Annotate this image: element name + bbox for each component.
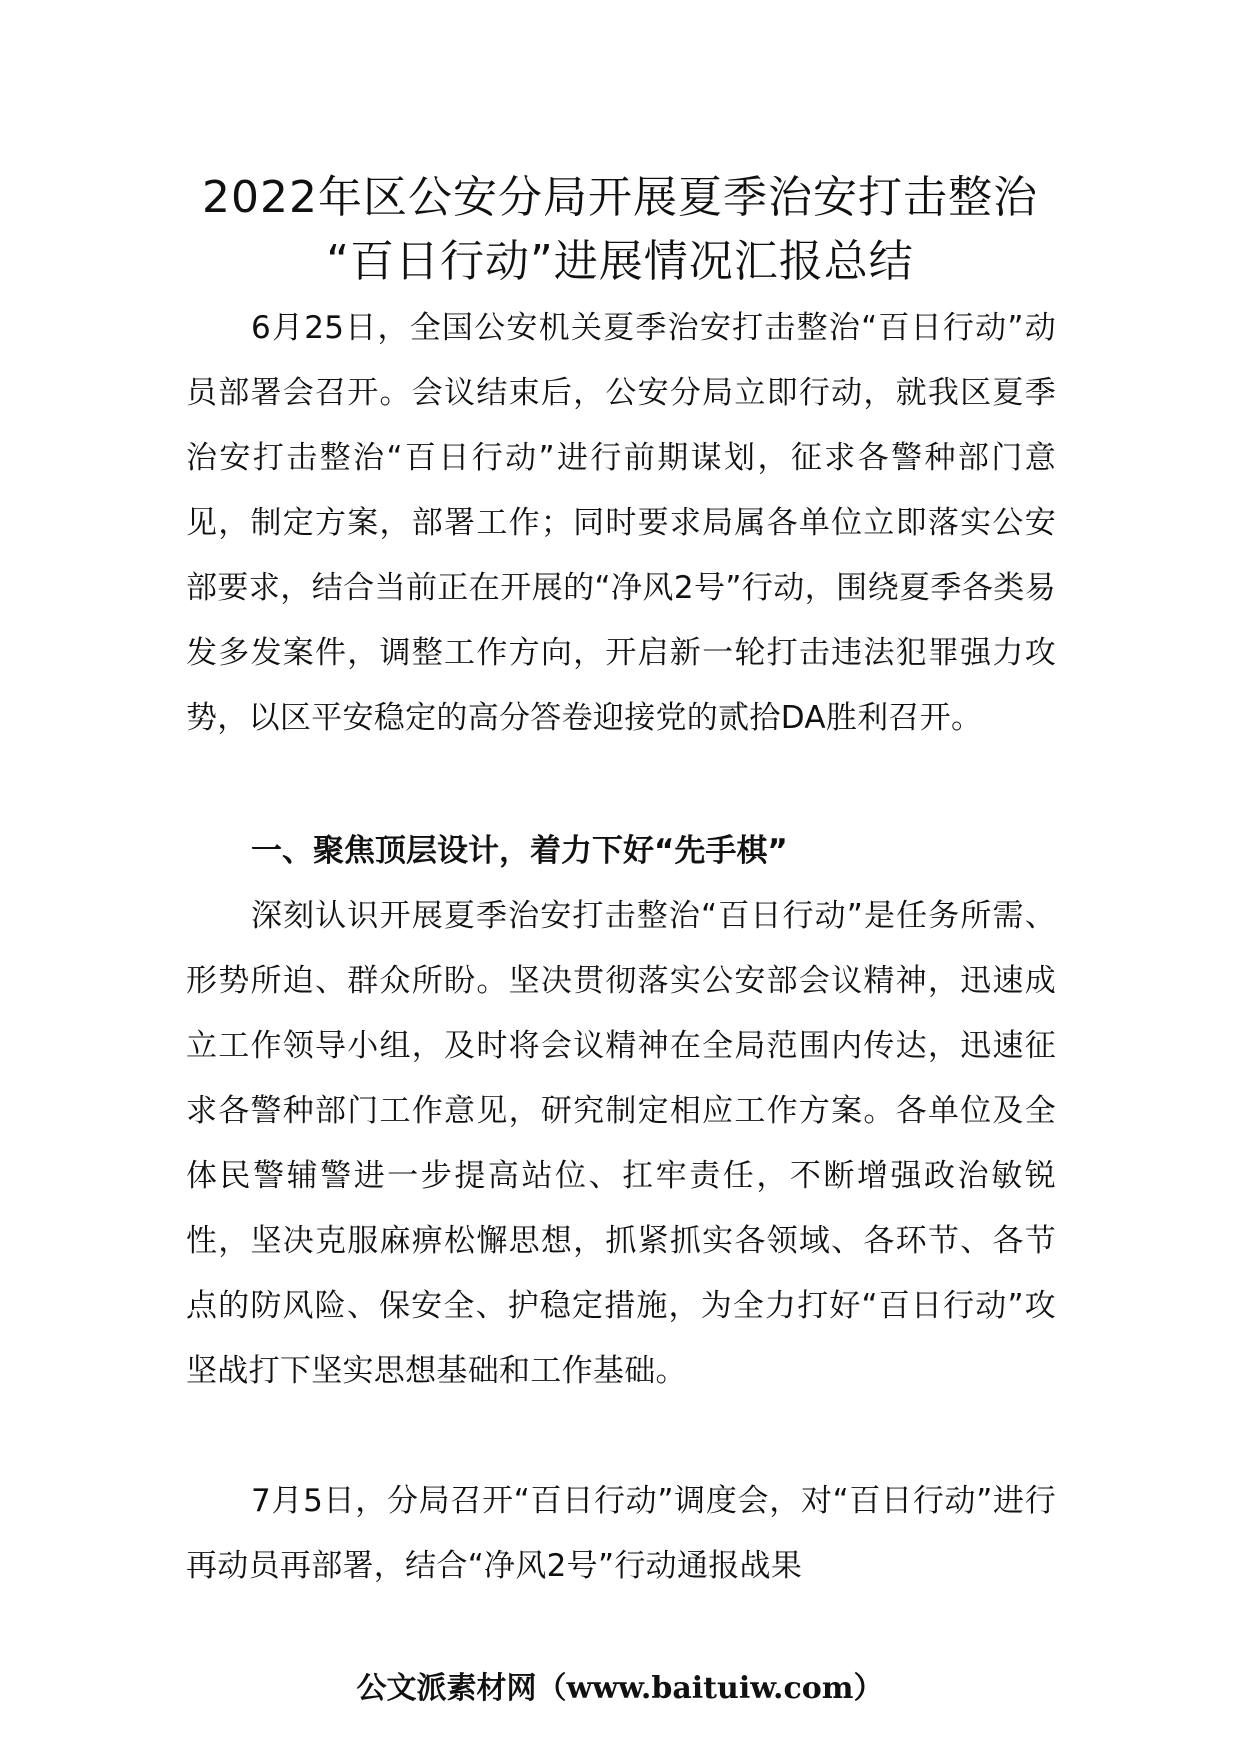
document-title-line-1: 2022年区公安分局开展夏季治安打击整治 <box>202 172 1038 223</box>
paragraph-meeting: 7月5日，分局召开“百日行动”调度会，对“百日行动”进行再动员再部署，结合“净风2号”行动通报战果 <box>186 1483 1056 1584</box>
paragraph-section-1: 深刻认识开展夏季治安打击整治“百日行动”是任务所需、形势所迫、群众所盼。坚决贯彻落实公安部会议精神，迅速成立工作领导小组，及时将会议精神在全局范围内传达，迅速征求各警种部门工作意见，研究制定相应工作方案。各单位及全体民警辅警进一步提高站位、扛牢责任，不断增强政治敏锐性，坚决克服麻痹松懈思想，抓紧抓实各领域、各环节、各节点的防风险、保安全、护稳定措施，为全力打好“百日行动”攻坚战打下坚实思想基础和工作基础。 <box>186 898 1056 1389</box>
footer-watermark: 公文派素材网（www.baituiw.com） <box>356 1671 884 1706</box>
document-title-line-2: “百日行动”进展情况汇报总结 <box>326 236 914 287</box>
section-heading-1: 一、聚焦顶层设计，着力下好“先手棋” <box>251 833 788 869</box>
paragraph-intro: 6月25日，全国公安机关夏季治安打击整治“百日行动”动员部署会召开。会议结束后，公安分局立即行动，就我区夏季治安打击整治“百日行动”进行前期谋划，征求各警种部门意见，制定方案，部署工作；同时要求局属各单位立即落实公安部要求，结合当前正在开展的“净风2号”行动，围绕夏季各类易发多发案件，调整工作方向，开启新一轮打击违法犯罪强力攻势，以区平安稳定的高分答卷迎接党的贰拾DA胜利召开。 <box>186 310 1056 736</box>
